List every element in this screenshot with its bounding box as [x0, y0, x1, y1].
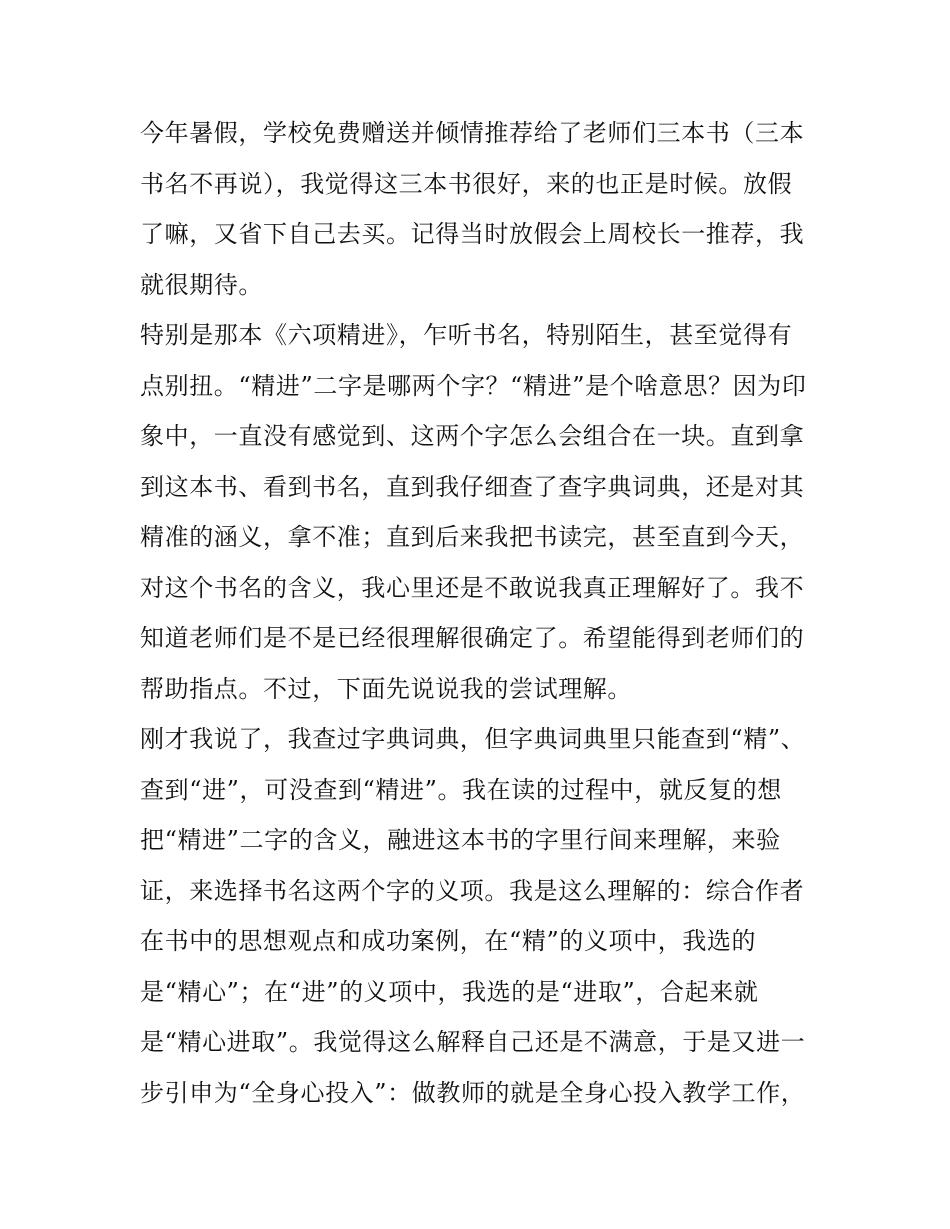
document-body — [140, 108, 815, 1118]
text-line: 对这个书名的含义，我心里还是不敢说我真正理解好了。我不 — [140, 573, 805, 602]
text-line: 精准的涵义，拿不准；直到后来我把书读完，甚至直到今天， — [140, 523, 805, 551]
text-line: 证，来选择书名这两个字的义项。我是这么理解的：综合作者 — [140, 876, 805, 905]
paragraph-1 — [140, 108, 815, 310]
text-line: 是“精心”；在“进”的义项中，我选的是“进取”，合起来就 — [140, 977, 759, 1006]
text-line: 刚才我说了，我查过字典词典，但字典词典里只能查到“精”、 — [140, 725, 806, 753]
text-line: 把“精进”二字的含义，融进这本书的字里行间来理解，来验 — [140, 826, 781, 854]
text-line: 到这本书、看到书名，直到我仔细查了查字典词典，还是对其 — [140, 472, 805, 501]
paragraph-2 — [140, 310, 815, 714]
text-line: 查到“进”，可没查到“精进”。我在读的过程中，就反复的想 — [140, 775, 782, 804]
text-line: 点别扭。“精进”二字是哪两个字？“精进”是个啥意思？因为印 — [140, 371, 807, 400]
text-line: 今年暑假，学校免费赠送并倾情推荐给了老师们三本书（三本 — [140, 119, 805, 147]
text-line: 书名不再说），我觉得这三本书很好，来的也正是时候。放假 — [140, 169, 793, 198]
text-line: 特别是那本《六项精进》，乍听书名，特别陌生，甚至觉得有 — [140, 321, 793, 349]
text-line: 步引申为“全身心投入”：做教师的就是全身心投入教学工作， — [140, 1078, 806, 1107]
text-line: 象中，一直没有感觉到、这两个字怎么会组合在一块。直到拿 — [140, 422, 805, 450]
text-line: 在书中的思想观点和成功案例，在“精”的义项中，我选的 — [140, 927, 757, 955]
paragraph-3 — [140, 714, 815, 1118]
text-line: 是“精心进取”。我觉得这么解释自己还是不满意，于是又进一 — [140, 1028, 806, 1056]
text-line: 了嘛，又省下自己去买。记得当时放假会上周校长一推荐，我 — [140, 220, 805, 248]
text-line: 知道老师们是不是已经很理解很确定了。希望能得到老师们的 — [140, 624, 805, 652]
text-line: 就很期待。 — [140, 270, 263, 299]
text-line: 帮助指点。不过，下面先说说我的尝试理解。 — [140, 674, 632, 703]
